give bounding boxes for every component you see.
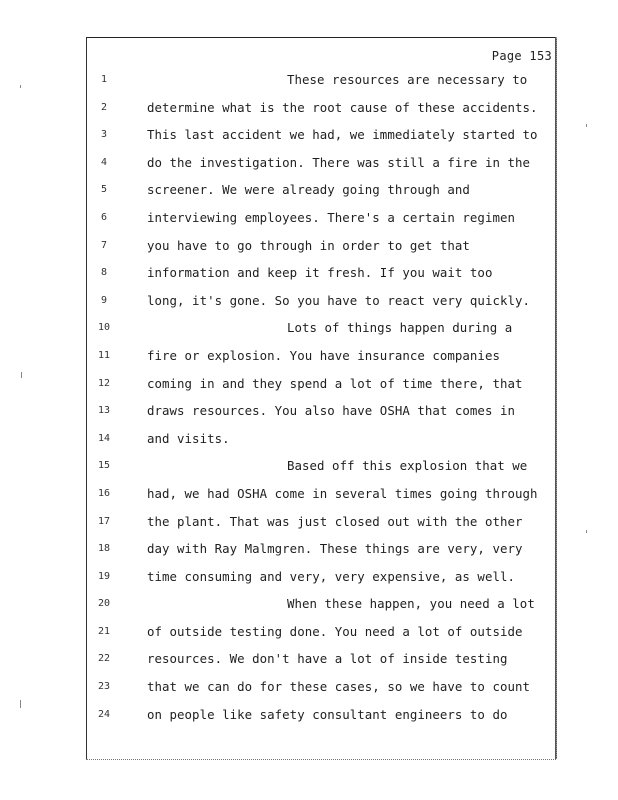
line-number: 22: [97, 653, 111, 665]
line-text: day with Ray Malmgren. These things are very, very: [147, 541, 523, 557]
line-text: These resources are necessary to: [287, 72, 528, 87]
line-number: 9: [100, 294, 108, 306]
line-number: 19: [97, 570, 111, 582]
transcript-line: [0, 314, 618, 342]
line-text: that we can do for these cases, so we have to count: [147, 679, 530, 695]
line-text: This last accident we had, we immediately started to: [147, 127, 538, 143]
transcript-line: [0, 563, 618, 591]
line-number: 12: [97, 377, 111, 389]
transcript-line: [0, 425, 618, 453]
line-number: 1: [100, 74, 108, 85]
line-text: had, we had OSHA come in several times going through: [147, 485, 538, 501]
line-text: the plant. That was just closed out with the other: [147, 513, 523, 529]
transcript-line: [0, 508, 618, 536]
transcript-line: [0, 176, 618, 204]
line-text: time consuming and very, very expensive, as well.: [147, 568, 515, 584]
line-number: 17: [97, 515, 111, 527]
transcript-line: [0, 590, 618, 618]
line-number: 4: [100, 156, 108, 168]
line-text: information and keep it fresh. If you wait too: [147, 265, 493, 281]
line-number: 13: [97, 405, 111, 417]
line-number: 8: [100, 267, 108, 279]
line-text: draws resources. You also have OSHA that comes in: [147, 403, 515, 419]
line-number: 14: [97, 432, 111, 444]
line-number: 24: [97, 708, 111, 720]
line-text: on people like safety consultant engineers to do: [147, 706, 508, 722]
transcript-line: [0, 645, 618, 673]
line-number: 10: [97, 322, 111, 334]
line-number: 3: [100, 129, 108, 141]
line-text: resources. We don't have a lot of inside testing: [147, 651, 508, 667]
transcript-line: [0, 397, 618, 425]
transcript-line: [0, 480, 618, 508]
line-text: screener. We were already going through and: [147, 182, 470, 198]
line-number: 11: [97, 349, 111, 361]
transcript-line: [0, 204, 618, 232]
transcript-line: [0, 121, 618, 149]
transcript-line: [0, 232, 618, 260]
transcript-line: [0, 370, 618, 398]
line-text: interviewing employees. There's a certain regimen: [147, 209, 515, 225]
line-text: long, it's gone. So you have to react very quickly.: [147, 292, 530, 308]
top-border-rule: [86, 37, 556, 38]
line-text: fire or explosion. You have insurance companies: [147, 347, 500, 363]
line-text: of outside testing done. You need a lot of outside: [147, 623, 523, 639]
line-number: 21: [97, 625, 111, 637]
transcript-line: [0, 452, 618, 480]
line-number: 2: [100, 101, 108, 113]
line-number: 18: [97, 543, 111, 555]
line-number: 15: [97, 460, 111, 472]
line-number: 5: [100, 184, 108, 196]
line-text: you have to go through in order to get that: [147, 237, 470, 253]
transcript-line: [0, 701, 618, 729]
line-text: Based off this explosion that we: [287, 458, 528, 474]
line-number: 6: [100, 211, 108, 223]
transcript-lines: [0, 66, 618, 728]
transcript-line: [0, 66, 618, 94]
line-text: determine what is the root cause of these accidents.: [147, 99, 538, 115]
transcript-line: [0, 535, 618, 563]
line-text: and visits.: [147, 430, 230, 446]
line-text: coming in and they spend a lot of time there, that: [147, 375, 523, 391]
line-number: 23: [97, 681, 111, 693]
line-text: When these happen, you need a lot: [287, 596, 535, 612]
transcript-line: [0, 259, 618, 287]
transcript-line: [0, 94, 618, 122]
transcript-line: [0, 618, 618, 646]
transcript-line: [0, 149, 618, 177]
transcript-line: [0, 342, 618, 370]
page-number-label: Page 153: [491, 49, 552, 63]
line-text: do the investigation. There was still a fire in the: [147, 154, 530, 170]
line-text: Lots of things happen during a: [287, 320, 513, 336]
line-number: 16: [97, 487, 111, 499]
line-number: 20: [97, 598, 111, 610]
bottom-border-rule: [86, 759, 556, 761]
line-number: 7: [100, 239, 108, 251]
transcript-line: [0, 673, 618, 701]
transcript-line: [0, 287, 618, 315]
